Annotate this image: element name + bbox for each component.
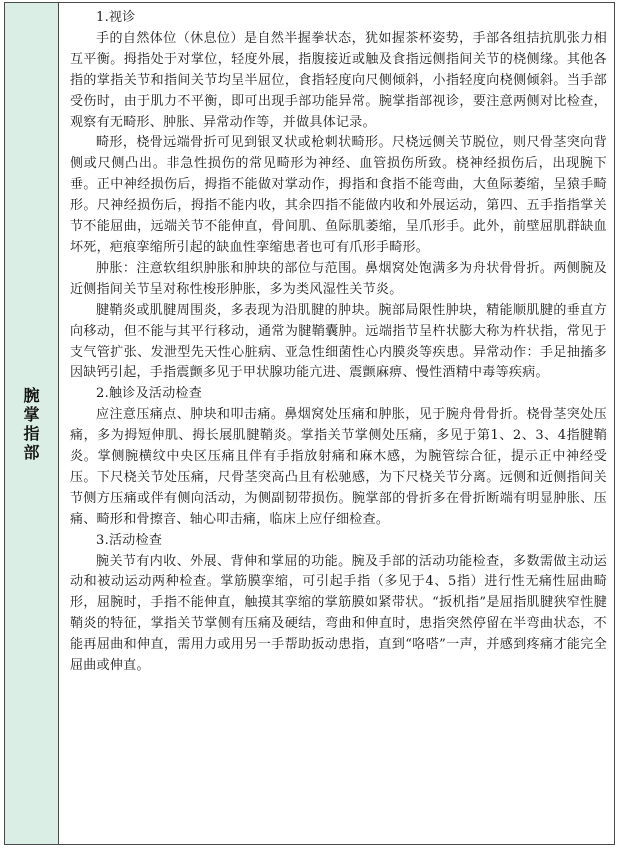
- paragraph: 应注意压痛点、肿块和叩击痛。鼻烟窝处压痛和肿胀，见于腕舟骨骨折。桡骨茎突处压痛，多为拇短伸肌、拇长展肌腱鞘炎。掌指关节掌侧处压痛，多见于第1、2、3、4指腱鞘炎。掌侧腕横纹中央区压痛且伴有手指放射痛和麻木感，为腕管综合征，提示正中神经受压。下尺桡关节处压痛，尺骨茎突高凸且有松驰感，为下尺桡关节分离。远侧和近侧指间关节侧方压痛或伴有侧向活动，为侧副韧带损伤。腕掌部的骨折多在骨折断端有明显肿胀、压痛、畸形和骨擦音、轴心叩击痛，临床上应仔细检查。: [70, 407, 607, 527]
- section-heading: 3.活动检查: [96, 532, 163, 548]
- side-label-char: 掌: [23, 405, 40, 424]
- section-heading: 2.触诊及活动检查: [96, 386, 203, 402]
- side-label-char: 部: [23, 443, 40, 462]
- side-label-char: 腕: [23, 386, 40, 405]
- paragraph: 畸形，桡骨远端骨折可见到银叉状或枪刺状畸形。尺桡远侧关节脱位，则尺骨茎突向背侧或尺侧凸出。非急性损伤的常见畸形为神经、血管损伤所致。桡神经损伤后，出现腕下垂。正中神经损伤后，拇指不能做对掌动作，拇指和食指不能弯曲，大鱼际萎缩，呈猿手畸形。尺神经损伤后，拇指不能内收，其余四指不能做内收和外展运动，第四、五手指指掌关节不能屈曲，远端关节不能伸直，骨间肌、鱼际肌萎缩，呈爪形手。此外，前壁屈肌群缺血坏死，疤痕挛缩所引起的缺血性挛缩患者也可有爪形手畸形。: [70, 135, 607, 255]
- side-header-cell: [5, 3, 59, 844]
- side-label: [5, 386, 58, 462]
- paragraph: 腕关节有内收、外展、背伸和掌屈的功能。腕及手部的活动功能检查，多数需做主动运动和被动运动两种检查。掌筋膜挛缩，可引起手指（多见于4、5指）进行性无痛性屈曲畸形，屈腕时，手指不能伸直，触摸其挛缩的掌筋膜如紧带状。“扳机指”是屈指肌腱狭窄性腱鞘炎的特征，掌指关节掌侧有压痛及硬结，弯曲和伸直时，患指突然停留在半弯曲状态，不能再屈曲和伸直，需用力或用另一手帮助扳动患指，直到“咯嗒”一声，并感到疼痛才能完全屈曲或伸直。: [70, 553, 607, 674]
- side-label-char: 指: [23, 424, 40, 443]
- paragraph: 腱鞘炎或肌腱周围炎，多表现为沿肌腱的肿块。腕部局限性肿块，精能顺肌腱的垂直方向移动，但不能与其平行移动，通常为腱鞘囊肿。远端指节呈杵状膨大称为杵状指，常见于支气管扩张、发泄型先天性心脏病、亚急性细菌性心内膜炎等疾患。异常动作：手足抽搐多因缺钙引起，手指震颤多见于甲状腺功能亢进、震颤麻痹、慢性酒精中毒等疾病。: [70, 302, 607, 381]
- table-frame: [4, 2, 615, 845]
- content-cell: [58, 3, 614, 844]
- paragraph: 手的自然体位（休息位）是自然半握拳状态，犹如握茶杯姿势，手部各组拮抗肌张力相互平衡。拇指处于对掌位，轻度外展，指腹接近或触及食指远侧指间关节的桡侧缘。其他各指的掌指关节和指间关节均呈半屈位，食指轻度向尺侧倾斜，小指轻度向桡侧倾斜。当手部受伤时，由于肌力不平衡，即可出现手部功能异常。腕掌指部视诊，要注意两侧对比检查，观察有无畸形、肿胀、异常动作等，并做具体记录。: [70, 30, 607, 130]
- paragraph: 肿胀：注意软组织肿胀和肿块的部位与范围。鼻烟窝处饱满多为舟状骨骨折。两侧腕及近侧指间关节呈对称性梭形肿胀，多为类风湿性关节炎。: [70, 260, 607, 297]
- section-heading: 1.视诊: [96, 10, 136, 25]
